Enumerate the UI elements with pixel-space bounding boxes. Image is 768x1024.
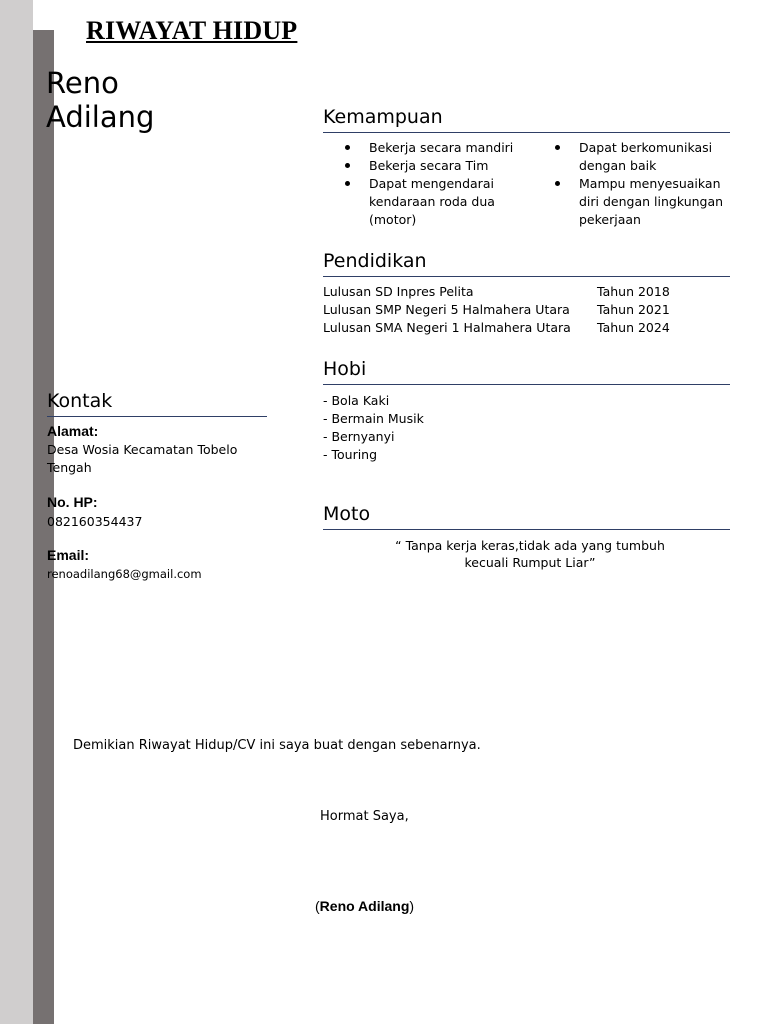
- phone-label: No. HP:: [47, 494, 98, 510]
- skills-list-right: [554, 139, 734, 229]
- signature: [315, 898, 414, 914]
- skill-item: Dapat berkomunikasi dengan baik: [554, 139, 734, 175]
- sidebar-strip-light: [0, 0, 33, 1024]
- skill-item: Bekerja secara Tim: [344, 157, 524, 175]
- skills-list-left: [344, 139, 524, 229]
- skill-item: Mampu menyesuaikan diri dengan lingkungan pekerjaan: [554, 175, 734, 229]
- hobbies-list: [323, 392, 424, 464]
- email-value: renoadilang68@gmail.com: [47, 567, 202, 581]
- education-year: Tahun 2021: [597, 302, 670, 317]
- education-year: Tahun 2018: [597, 284, 670, 299]
- skills-heading: Kemampuan: [323, 105, 730, 133]
- signature-name: Reno Adilang: [319, 898, 410, 914]
- education-table: [323, 283, 670, 337]
- closing-regards: Hormat Saya,: [320, 809, 409, 824]
- email-label: Email:: [47, 547, 90, 563]
- signature-open-paren: (: [315, 898, 320, 914]
- address-value: Desa Wosia Kecamatan Tobelo Tengah: [47, 442, 238, 475]
- closing-statement: Demikian Riwayat Hidup/CV ini saya buat dengan sebenarnya.: [73, 738, 481, 753]
- address-label: Alamat:: [47, 423, 99, 439]
- skill-item: Dapat mengendarai kendaraan roda dua (motor): [344, 175, 524, 229]
- education-school: Lulusan SMA Negeri 1 Halmahera Utara: [323, 320, 571, 335]
- education-year: Tahun 2024: [597, 320, 670, 335]
- name-last: Adilang: [46, 100, 155, 134]
- skill-item: Bekerja secara mandiri: [344, 139, 524, 157]
- document-title: RIWAYAT HIDUP: [86, 16, 298, 45]
- education-heading: Pendidikan: [323, 249, 730, 277]
- hobby-item: - Bola Kaki: [323, 393, 390, 408]
- motto-quote: “ Tanpa kerja keras,tidak ada yang tumbuh kecuali Rumput Liar”: [395, 538, 665, 570]
- hobby-item: - Bermain Musik: [323, 411, 424, 426]
- name-first: Reno: [46, 66, 119, 100]
- education-school: Lulusan SMP Negeri 5 Halmahera Utara: [323, 302, 570, 317]
- education-school: Lulusan SD Inpres Pelita: [323, 284, 474, 299]
- contact-heading: Kontak: [47, 389, 267, 417]
- signature-close-paren: ): [409, 898, 415, 914]
- education-row: [323, 319, 670, 337]
- education-row: [323, 283, 670, 301]
- hobbies-heading: Hobi: [323, 357, 730, 385]
- hobby-item: - Touring: [323, 447, 378, 462]
- person-name: [46, 66, 246, 134]
- motto-heading: Moto: [323, 502, 730, 530]
- hobby-item: - Bernyanyi: [323, 429, 395, 444]
- phone-value: 082160354437: [47, 514, 143, 529]
- education-row: [323, 301, 670, 319]
